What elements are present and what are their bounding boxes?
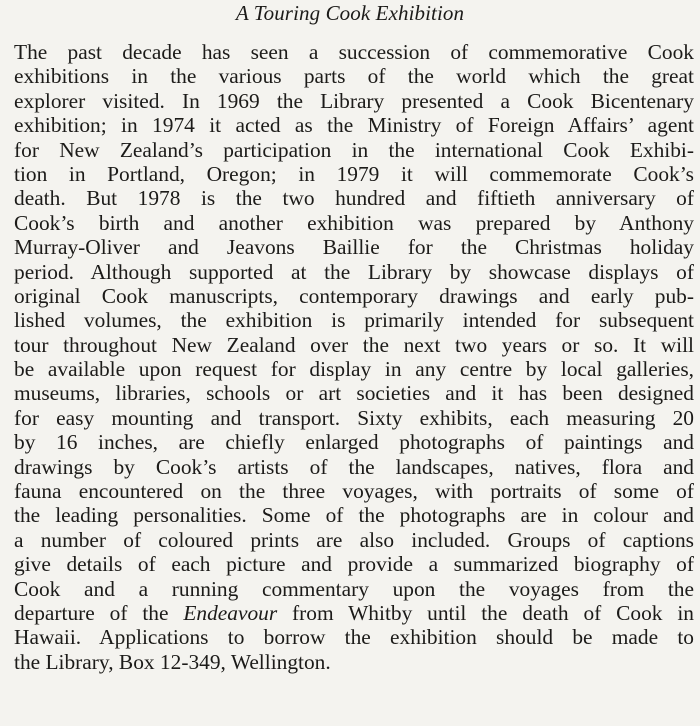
text-line: for easy mounting and transport. Sixty exhibits, each measuring 20 [14, 405, 694, 430]
text-line: fauna encountered on the three voyages, with portraits of some of [14, 479, 694, 504]
text-line-with-ship-name [14, 601, 694, 625]
text-line: by 16 inches, are chiefly enlarged photographs of paintings and [14, 430, 694, 455]
text-after-ship-name: from Whitby until the death of Cook in [277, 600, 694, 625]
text-line: exhibitions in the various parts of the world which the great [14, 64, 694, 89]
text-line: drawings by Cook’s artists of the landscapes, natives, flora and [14, 454, 694, 479]
text-line: Murray-Oliver and Jeavons Baillie for the Christmas holiday [14, 235, 694, 260]
body-paragraph [14, 40, 694, 674]
ship-name-endeavour: Endeavour [183, 600, 278, 625]
text-before-ship-name: departure of the [14, 600, 184, 625]
text-line: exhibition; in 1974 it acted as the Ministry of Foreign Affairs’ agent [14, 113, 694, 138]
text-line: tion in Portland, Oregon; in 1979 it will commemorate Cook’s [14, 161, 694, 186]
text-line-last: the Library, Box 12-349, Wellington. [14, 649, 331, 674]
text-line: explorer visited. In 1969 the Library presented a Cook Bicentenary [14, 88, 694, 113]
text-line: be available upon request for display in any centre by local galleries, [14, 357, 694, 382]
text-line: museums, libraries, schools or art societies and it has been designed [14, 381, 694, 406]
text-line: tour throughout New Zealand over the next two years or so. It will [14, 332, 694, 357]
text-line: original Cook manuscripts, contemporary drawings and early pub- [14, 283, 694, 308]
text-line: Cook and a running commentary upon the voyages from the [14, 576, 694, 601]
text-line: the leading personalities. Some of the photographs are in colour and [14, 503, 694, 528]
page-title: A Touring Cook Exhibition [235, 1, 465, 25]
text-line: period. Although supported at the Library by showcase displays of [14, 259, 694, 284]
text-line: give details of each picture and provide a summarized biography of [14, 552, 694, 577]
text-line: for New Zealand’s participation in the international Cook Exhibi- [14, 137, 694, 162]
text-line: Cook’s birth and another exhibition was prepared by Anthony [14, 210, 694, 235]
text-line: Hawaii. Applications to borrow the exhibition should be made to [14, 625, 694, 650]
text-line: The past decade has seen a succession of commemorative Cook [14, 40, 694, 64]
text-line: death. But 1978 is the two hundred and fiftieth anniversary of [14, 186, 694, 211]
text-line: lished volumes, the exhibition is primarily intended for subsequent [14, 308, 694, 333]
text-line: a number of coloured prints are also included. Groups of captions [14, 527, 694, 552]
